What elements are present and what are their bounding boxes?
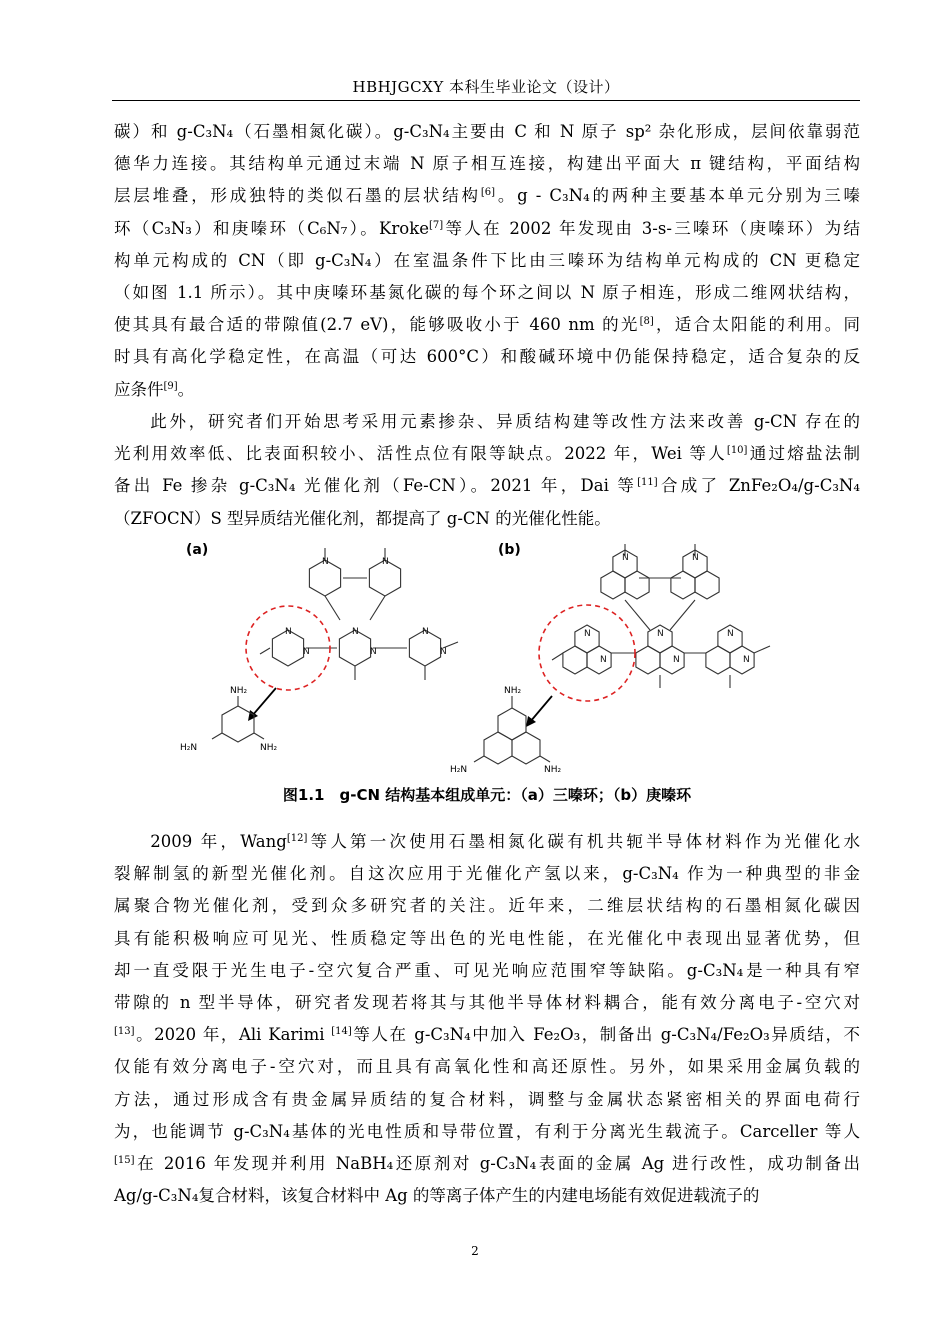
page-header: HBHJGCXY 本科生毕业论文（设计）	[352, 78, 620, 96]
page-number: 2	[471, 1244, 479, 1258]
nitrogen-atom-label: N	[303, 647, 310, 657]
text-line: 2009 年，Wang[12]等人第一次使用石墨相氮化碳有机共轭半导体材料作为光催化水	[150, 832, 861, 851]
text-line: 层层堆叠，形成独特的类似石墨的层状结构[6]。g - C₃N₄的两种主要基本单元分别为三嗪	[114, 186, 860, 206]
figure-1-1	[180, 538, 800, 778]
nitrogen-atom-label: N	[440, 647, 447, 657]
nitrogen-atom-label: N	[352, 627, 359, 637]
figure-label-a: (a)	[186, 542, 209, 558]
amine-top-a: NH₂	[230, 686, 248, 696]
text-line: [13]。2020 年，Ali Karimi [14]等人在 g-C₃N₄中加入 Fe₂O₃，制备出 g-C₃N₄/Fe₂O₃异质结，不	[114, 1025, 860, 1045]
ring	[563, 646, 587, 674]
text-line: 使其具有最合适的带隙值(2.7 eV)，能够吸收小于 460 nm 的光[8]，适合太阳能的利用。同	[114, 315, 860, 335]
arrow-b	[530, 696, 552, 722]
text-line: 光利用效率低、比表面积较小、活性点位有限等缺点。2022 年，Wei 等人[10]通过熔盐法制	[114, 444, 861, 464]
bond	[325, 596, 340, 620]
nitrogen-atom-label: N	[382, 557, 389, 567]
bond	[552, 653, 563, 660]
nitrogen-atom-label: N	[622, 553, 629, 563]
text-line: 具有能积极响应可见光、性质稳定等出色的光电性能，在光催化中表现出显著优势，但	[114, 928, 860, 948]
amine-left-a: H₂N	[180, 743, 198, 753]
nitrogen-atom-label: N	[370, 647, 377, 657]
text-line: 构单元构成的 CN（即 g-C₃N₄）在室温条件下比由三嗪环为结构单元构成的 CN 更稳定	[114, 250, 860, 270]
text-line: 环（C₃N₃）和庚嗪环（C₆N₇）。Kroke[7]等人在 2002 年发现由 3-s-三嗪环（庚嗪环）为结	[114, 218, 860, 238]
ring	[636, 646, 660, 674]
nitrogen-atom-label: N	[657, 629, 664, 639]
text-line: 时具有高化学稳定性，在高温（可达 600°C）和酸碱环境中仍能保持稳定，适合复杂的反	[114, 347, 860, 367]
amine-right-a: NH₂	[260, 743, 278, 753]
figure-caption: 图1.1 g-CN 结构基本组成单元：（a）三嗪环；（b）庚嗪环	[282, 786, 692, 804]
paragraph-1	[114, 116, 860, 406]
nitrogen-atom-label: N	[600, 655, 607, 665]
nitrogen-atom-label: N	[673, 655, 680, 665]
nitrogen-atom-label: N	[727, 629, 734, 639]
heptazine-monomer	[474, 696, 550, 764]
ring	[671, 571, 695, 599]
ring	[625, 571, 649, 599]
text-line: [15]在 2016 年发现并利用 NaBH₄还原剂对 g-C₃N₄表面的金属 Ag 进行改性，成功制备出	[114, 1154, 860, 1174]
amine-right-b: NH₂	[544, 765, 562, 775]
text-line: 为，也能调节 g-C₃N₄基体的光电性质和导带位置，有利于分离光生载流子。Carceller 等人	[114, 1121, 860, 1141]
text-line: （ZFOCN）S 型异质结光催化剂，都提高了 g-CN 的光催化性能。	[114, 508, 611, 528]
text-line: 此外，研究者们开始思考采用元素掺杂、异质结构建等改性方法来改善 g-CN 存在的	[150, 412, 860, 431]
triazine-monomer	[212, 696, 264, 742]
amine-left-b: H₂N	[450, 765, 468, 775]
ring	[601, 571, 625, 599]
structure-diagram	[180, 538, 800, 778]
figure-label-b: (b)	[498, 542, 521, 558]
paragraph-2	[114, 406, 860, 535]
text-line: 带隙的 n 型半导体，研究者发现若将其与其他半导体材料耦合，能有效分离电子-空穴对	[114, 993, 860, 1013]
amine-top-b: NH₂	[504, 686, 522, 696]
text-line: 仅能有效分离电子-空穴对，而且具有高氧化性和高还原性。另外，如果采用金属负载的	[114, 1057, 860, 1077]
nitrogen-atom-label: N	[322, 557, 329, 567]
text-line: 方法，通过形成含有贵金属异质结的复合材料，调整与金属状态紧密相关的界面电荷行	[114, 1089, 860, 1109]
nitrogen-atom-label: N	[692, 553, 699, 563]
text-line: 碳）和 g-C₃N₄（石墨相氮化碳）。g-C₃N₄主要由 C 和 N 原子 sp² 杂化形成，层间依靠弱范	[114, 122, 860, 141]
ring	[730, 646, 754, 674]
nitrogen-atom-label: N	[285, 627, 292, 637]
ring-network	[260, 544, 770, 688]
ring	[587, 646, 611, 674]
text-line: 应条件[9]。	[114, 379, 195, 399]
bond	[670, 600, 695, 630]
ring	[706, 646, 730, 674]
header-rule	[112, 100, 860, 101]
text-line: 属聚合物光催化剂，受到众多研究者的关注。近年来，二维层状结构的石墨相氮化碳因	[114, 896, 860, 916]
text-line: 裂解制氢的新型光催化剂。自这次应用于光催化产氢以来，g-C₃N₄ 作为一种典型的非金	[114, 864, 860, 884]
text-line: 德华力连接。其结构单元通过末端 N 原子相互连接，构建出平面大 π 键结构，平面结构	[114, 154, 860, 174]
ring	[695, 571, 719, 599]
nitrogen-labels	[285, 553, 750, 665]
text-line: 备出 Fe 掺杂 g-C₃N₄ 光催化剂（Fe-CN）。2021 年，Dai 等[11]合成了 ZnFe₂O₄/g-C₃N₄	[114, 476, 860, 496]
ring	[660, 646, 684, 674]
bond	[625, 600, 650, 630]
nitrogen-atom-label: N	[743, 655, 750, 665]
arrow-a	[252, 688, 276, 716]
paragraph-3	[114, 826, 860, 1212]
text-line: Ag/g-C₃N₄复合材料，该复合材料中 Ag 的等离子体产生的内建电场能有效促进载流子的	[114, 1186, 760, 1206]
bond	[754, 646, 770, 653]
bond	[260, 648, 270, 654]
text-line: （如图 1.1 所示）。其中庚嗪环基氮化碳的每个环之间以 N 原子相连，形成二维网状结构，	[114, 283, 860, 303]
text-line: 却一直受限于光生电子-空穴复合严重、可见光响应范围窄等缺陷。g-C₃N₄是一种具有窄	[114, 960, 860, 980]
nitrogen-atom-label: N	[422, 627, 429, 637]
nitrogen-atom-label: N	[584, 629, 591, 639]
bond	[370, 596, 385, 620]
